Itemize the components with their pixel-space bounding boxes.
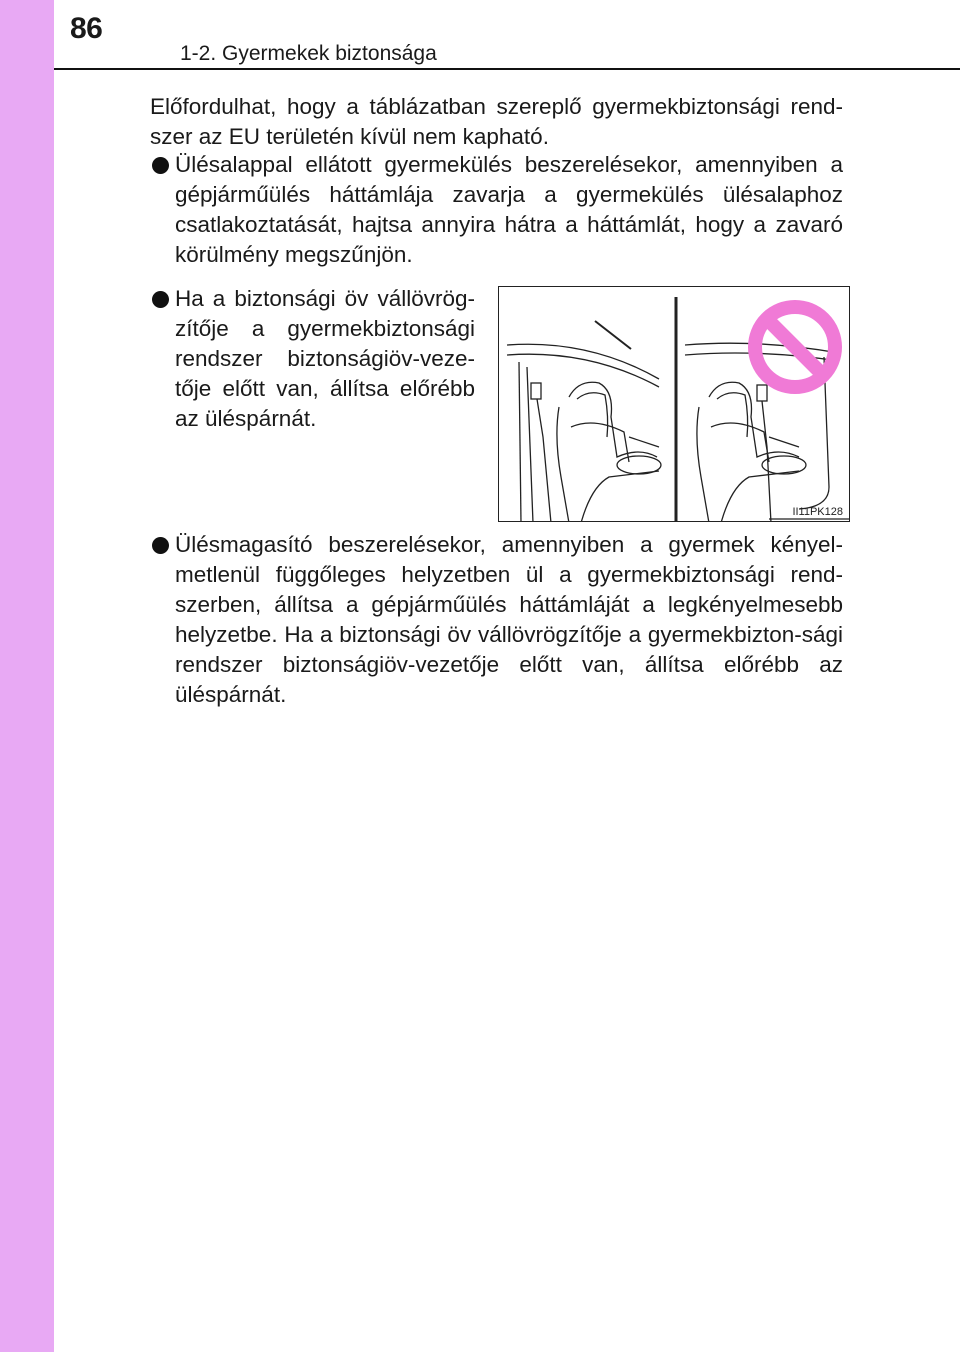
page-sidebar-tab (0, 0, 54, 1352)
bullet-text-1: Ülésalappal ellátott gyermekülés beszerelésekor, amennyiben a gépjárműülés háttámlája zavarja a gyermekülés ülésalaphoz csatlakoztatását, hajtsa annyira hátra a háttámlát, hogy a zavaró körülmény megszűnjön. (175, 152, 843, 267)
figure-code: II11PK128 (792, 506, 843, 518)
bullet-icon (152, 157, 169, 174)
bullet-text-2: Ha a biztonsági öv vállövrög-zítője a gyermekbiztonsági rendszer biztonságiöv-veze-tője előtt van, állítsa előrébb az üléspárnát. (175, 286, 475, 431)
section-title: 1-2. Gyermekek biztonsága (180, 42, 437, 65)
child-seat-illustration (498, 286, 850, 522)
intro-paragraph: Előfordulhat, hogy a táblázatban szereplő gyermekbiztonsági rend-szer az EU területén kívül nem kapható. (150, 94, 843, 149)
header-divider (54, 68, 960, 70)
prohibition-icon (755, 307, 835, 387)
page-number: 86 (70, 12, 103, 45)
bullet-text-3: Ülésmagasító beszerelésekor, amennyiben a gyermek kényel-metlenül függőleges helyzetben ül a gyermekbiztonsági rend-szerben, állítsa a gépjárműülés háttámláját a legkényelmesebb helyzetbe. Ha a biztonsági öv vállövrögzítője a gyermekbizton-sági rendszer biztonságiöv-vezetője előtt van, állítsa előrébb az üléspárnát. (175, 532, 843, 707)
bullet-icon (152, 291, 169, 308)
bullet-icon (152, 537, 169, 554)
illustration-drawing (499, 287, 850, 522)
